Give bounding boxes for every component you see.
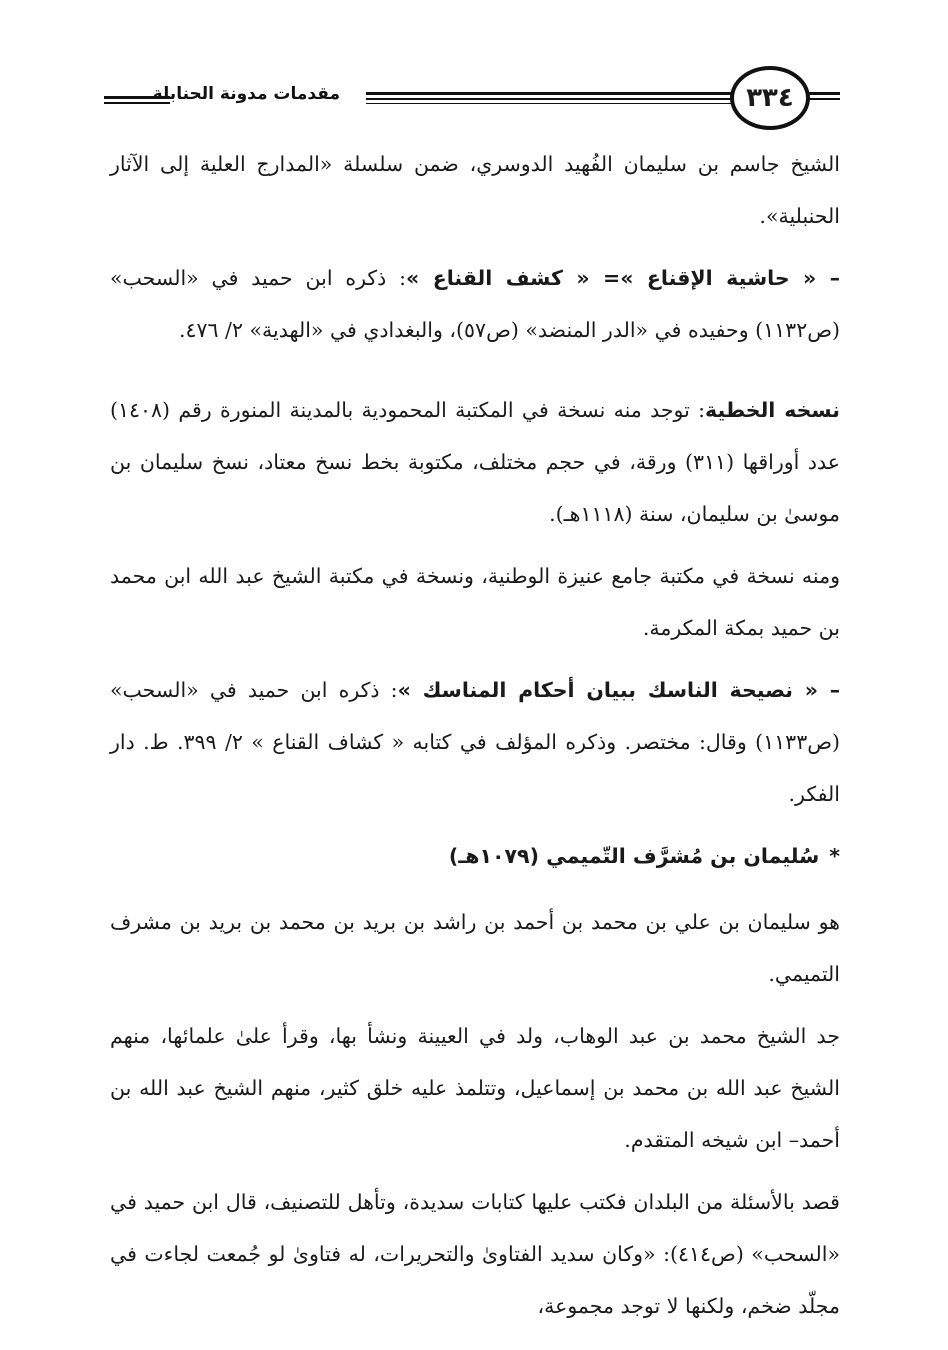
page-number: ٣٣٤	[746, 83, 794, 113]
book-title-nasihat-nasik: – « نصيحة الناسك ببيان أحكام المناسك »	[397, 678, 841, 702]
header-rule-right-thin	[806, 98, 840, 100]
biography-heading-text: سُليمان بن مُشرَّف التّميمي (١٠٧٩هـ)	[448, 844, 820, 868]
star-bullet: *	[829, 844, 840, 868]
book-title-hashiyat-iqna: – « حاشية الإقناع »= « كشف القناع »	[406, 266, 840, 290]
paragraph-manuscripts	[110, 384, 840, 540]
header-rule-middle	[366, 92, 734, 95]
header-rule-right	[806, 92, 840, 95]
running-title: مقدمات مدونة الحنابلة	[152, 84, 340, 104]
paragraph-lineage: هو سليمان بن علي بن محمد بن أحمد بن راشد بن بريد بن محمد بن بريد بن مشرف التميمي.	[110, 910, 840, 986]
header-rule-middle-2	[366, 98, 734, 100]
paragraph-intro: الشيخ جاسم بن سليمان الفُهيد الدوسري، ضمن سلسلة «المدارج العلية إلى الآثار الحنبلية».	[110, 152, 840, 228]
page-body	[110, 138, 840, 1342]
page-header	[0, 0, 948, 140]
paragraph-nasihat-nasik-text: : ذكره ابن حميد في «السحب» (ص١١٣٣) وقال: مختصر. وذكره المؤلف في كتابه « كشاف القناع » ٢/ ٣٩٩. ط. دار الفكر.	[110, 678, 840, 806]
page-number-badge	[730, 66, 810, 130]
paragraph-hashiyat-iqna-text: : ذكره ابن حميد في «السحب» (ص١١٣٢) وحفيده في «الدر المنضد» (ص٥٧)، والبغدادي في «الهدية» ٢/ ٤٧٦.	[110, 266, 840, 342]
paragraph-other-copies: ومنه نسخة في مكتبة جامع عنيزة الوطنية، ونسخة في مكتبة الشيخ عبد الله ابن محمد بن حميد بمكة المكرمة.	[110, 564, 840, 640]
manuscripts-label: نسخه الخطية	[705, 398, 840, 422]
paragraph-nasihat-nasik	[110, 664, 840, 820]
paragraph-manuscripts-text: : توجد منه نسخة في المكتبة المحمودية بالمدينة المنورة رقم (١٤٠٨) عدد أوراقها (٣١١) ورقة، في حجم مختلف، مكتوبة بخط نسخ معتاد، نسخ سليمان بن موسىٰ بن سليمان، سنة (١١١٨هـ).	[110, 398, 840, 526]
header-rule-middle-3	[366, 103, 734, 104]
paragraph-biography: جد الشيخ محمد بن عبد الوهاب، ولد في العيينة ونشأ بها، وقرأ علىٰ علمائها، منهم الشيخ عبد الله بن محمد بن إسماعيل، وتتلمذ عليه خلق كثير، منهم الشيخ عبد الله بن أحمد– ابن شيخه المتقدم.	[110, 1024, 840, 1152]
biography-heading	[110, 830, 840, 882]
paragraph-fatawa: قصد بالأسئلة من البلدان فكتب عليها كتابات سديدة، وتأهل للتصنيف، قال ابن حميد في «السحب» (ص٤١٤): «وكان سديد الفتاوىٰ والتحريرات، له فتاوىٰ لو جُمعت لجاءت في مجلّد ضخم، ولكنها لا توجد مجموعة،	[110, 1190, 840, 1318]
paragraph-hashiyat-iqna	[110, 252, 840, 356]
